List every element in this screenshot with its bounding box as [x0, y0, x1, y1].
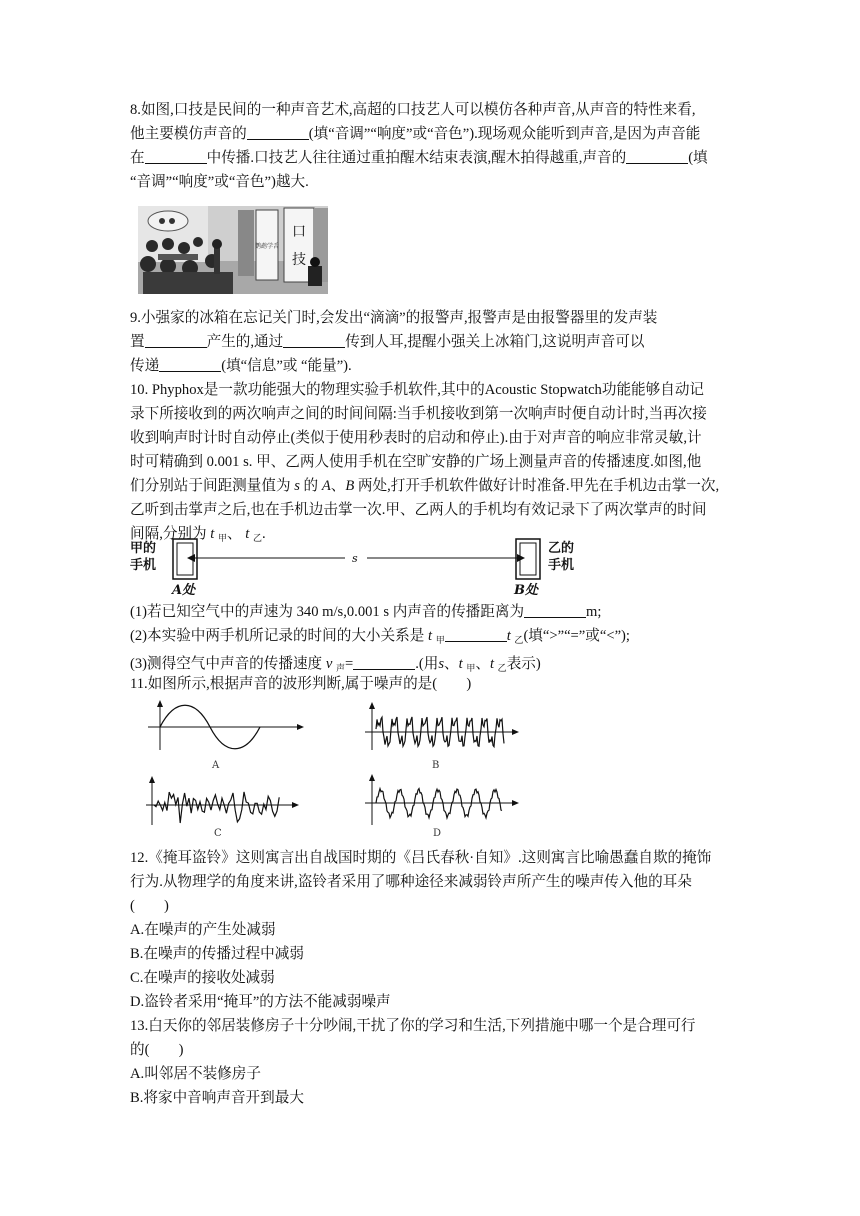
q12-option-a[interactable]: A.在噪声的产生处减弱 [130, 922, 276, 938]
q10-text: 、 [330, 478, 346, 494]
sub-yi: 乙 [514, 635, 524, 645]
q13-option-b[interactable]: B.将家中音响声音开到最大 [130, 1090, 304, 1106]
q10-line-5 [130, 474, 740, 498]
question-9 [130, 306, 740, 378]
answer-blank[interactable] [353, 654, 415, 670]
q9-text: 置 [130, 334, 145, 350]
poster-char-ji: 技 [292, 252, 306, 268]
var-t: t [427, 628, 433, 644]
var-t: t [210, 526, 215, 542]
sub-jia: 甲 [218, 533, 228, 543]
distance-s-label: s [352, 552, 358, 565]
q12-line-3: ( ) [130, 898, 169, 914]
waveform-svg [140, 700, 530, 842]
q9-line-2 [130, 330, 740, 354]
q9-line-3 [130, 354, 740, 378]
left-phone-label-1: 甲的 [130, 541, 157, 556]
q10-text: . [262, 526, 266, 542]
q10-line-4: 时可精确到 0.001 s. 甲、乙两人使用手机在空旷安静的广场上测量声音的传播速度.如图,他 [130, 454, 702, 470]
q10-part-1 [130, 600, 740, 624]
q10-text: (3)测得空气中声音的传播速度 [130, 656, 323, 672]
answer-blank[interactable] [145, 332, 207, 348]
q10-line-2: 录下所接收到的两次响声之间的时间间隔:当手机接收到第一次响声时便自动计时,当再次接 [130, 406, 707, 422]
var-a: A [321, 478, 331, 494]
q8-line-2 [130, 122, 740, 146]
poster-char-kou: 口 [292, 224, 306, 240]
poster-small-text: 鹦鹉学舌 [254, 243, 280, 250]
q8-text: 他主要模仿声音的 [130, 126, 247, 142]
sub-jia: 甲 [466, 663, 476, 673]
q11-line-1: 11.如图所示,根据声音的波形判断,属于噪声的是( ) [130, 676, 472, 692]
q12-option-b[interactable]: B.在噪声的传播过程中减弱 [130, 946, 304, 962]
answer-blank[interactable] [445, 626, 507, 642]
q8-line-3 [130, 146, 740, 170]
q8-text: 中传播.口技艺人往往通过重拍醒木结束表演,醒木拍得越重,声音的 [206, 150, 627, 166]
q9-text: 传递 [130, 358, 160, 374]
q9-text: (填“信息”或 “能量”). [221, 358, 352, 374]
waveform-a [148, 700, 304, 771]
question-11 [130, 672, 740, 696]
answer-blank[interactable] [247, 124, 309, 140]
q8-line-1: 8.如图,口技是民间的一种声音艺术,高超的口技艺人可以模仿各种声音,从声音的特性来看, [130, 102, 696, 118]
question-10 [130, 378, 740, 550]
q8-text: (填 [688, 150, 708, 166]
waveform-b-label: B [432, 760, 440, 771]
q10-text: 们分别站于间距测量值为 [130, 478, 291, 494]
var-t: t [458, 656, 463, 672]
answer-blank[interactable] [159, 356, 221, 372]
var-b: B [345, 478, 355, 494]
q10-text: (1)若已知空气中的声速为 340 m/s,0.001 s 内声音的传播距离为 [130, 604, 525, 620]
phone-distance-svg [130, 537, 590, 597]
question-13 [130, 1014, 740, 1110]
right-phone-label-1: 乙的 [548, 541, 575, 556]
q10-line-1: 10. Phyphox是一款功能强大的物理实验手机软件,其中的Acoustic Stopwatch功能能够自动记 [130, 382, 705, 398]
q10-line-3: 收到响声时计时自动停止(类似于使用秒表时的启动和停止).由于对声音的响应非常灵敏,计 [130, 430, 702, 446]
waveform-a-label: A [212, 760, 220, 771]
right-phone-label-2: 手机 [548, 558, 575, 573]
var-t: t [245, 526, 250, 542]
left-phone-label-2: 手机 [130, 558, 157, 573]
question-12 [130, 846, 740, 1014]
kouji-photo-illustration [138, 206, 328, 294]
answer-blank[interactable] [626, 148, 688, 164]
position-a-label: A处 [172, 583, 196, 597]
answer-blank[interactable] [283, 332, 345, 348]
waveform-figure [140, 700, 530, 842]
sub-yi: 乙 [497, 663, 507, 673]
q10-text: .(用 [415, 656, 439, 672]
q10-text: 两处,打开手机软件做好计时准备.甲先在手机边击掌一次, [357, 478, 720, 494]
q8-text: (填“音调”“响度”或“音色”).现场观众能听到声音,是因为声音能 [308, 126, 701, 142]
question-10-parts [130, 600, 740, 680]
waveform-c-label: C [214, 828, 222, 839]
q8-text: 在 [130, 150, 145, 166]
var-t: t [506, 628, 511, 644]
waveform-d [365, 774, 519, 839]
q9-line-1: 9.小强家的冰箱在忘记关门时,会发出“滴滴”的报警声,报警声是由报警器里的发声装 [130, 310, 658, 326]
sub-sheng: 声 [335, 663, 345, 673]
sub-jia: 甲 [435, 635, 445, 645]
var-t: t [489, 656, 495, 672]
q12-option-d[interactable]: D.盗铃者采用“掩耳”的方法不能减弱噪声 [130, 994, 391, 1010]
q10-line-6: 乙听到击掌声之后,也在手机边击掌一次.甲、乙两人的手机均有效记录下了两次掌声的时间 [130, 502, 707, 518]
q12-line-2: 行为.从物理学的角度来讲,盗铃者采用了哪种途径来减弱铃声所产生的噪声传入他的耳朵 [130, 874, 692, 890]
waveform-c [146, 776, 299, 839]
q9-text: 产生的,通过 [206, 334, 284, 350]
q10-text: 、 [444, 656, 459, 672]
answer-blank[interactable] [524, 602, 586, 618]
q13-option-a[interactable]: A.叫邻居不装修房子 [130, 1066, 261, 1082]
q10-text: (2)本实验中两手机所记录的时间的大小关系是 [130, 628, 425, 644]
q9-text: 传到人耳,提醒小强关上冰箱门,这说明声音可以 [345, 334, 645, 350]
phone-distance-diagram [130, 537, 590, 597]
q13-line-1: 13.白天你的邻居装修房子十分吵闹,干扰了你的学习和生活,下列措施中哪一个是合理可行 [130, 1018, 696, 1034]
q12-option-c[interactable]: C.在噪声的接收处减弱 [130, 970, 275, 986]
var-s: s [294, 478, 300, 494]
q10-text: (填“>”“=”或“<”); [523, 628, 630, 644]
q10-text: 间隔,分别为 [130, 526, 207, 542]
sub-yi: 乙 [253, 533, 263, 543]
answer-blank[interactable] [145, 148, 207, 164]
q10-text: 、 [475, 656, 490, 672]
position-b-label: B处 [514, 583, 538, 597]
waveform-d-label: D [433, 828, 442, 839]
q10-text: 表示) [506, 656, 541, 672]
q13-line-2: 的( ) [130, 1042, 184, 1058]
q12-line-1: 12.《掩耳盗铃》这则寓言出自战国时期的《吕氏春秋·自知》.这则寓言比喻愚蠢自欺的掩饰 [130, 850, 712, 866]
var-v: v [325, 656, 333, 672]
var-s: s [438, 656, 444, 672]
q10-text: m; [586, 604, 602, 620]
q10-part-2 [130, 624, 740, 652]
q10-text: 、 [227, 526, 242, 542]
q10-text: 的 [303, 478, 319, 494]
question-8 [130, 98, 740, 194]
q10-text: = [344, 656, 354, 672]
kouji-performance-photo [138, 206, 328, 294]
q8-line-4: “音调”“响度”或“音色”)越大. [130, 174, 309, 190]
waveform-b [365, 702, 519, 771]
